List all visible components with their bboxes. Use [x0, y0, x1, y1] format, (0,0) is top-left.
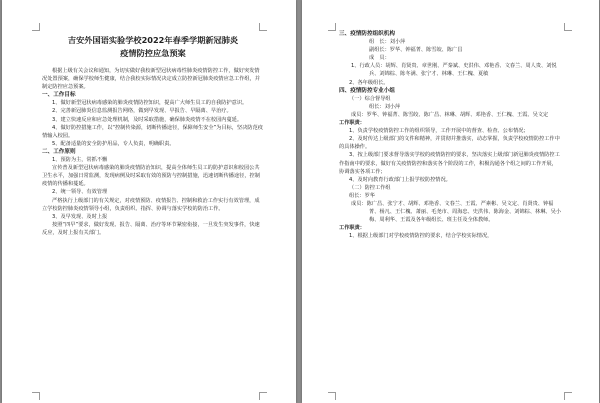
- subsection-heading: 1、预防为主，常抓不懈: [52, 157, 108, 164]
- duty-heading: 工作职责：: [339, 120, 365, 127]
- duty-item: 2、及时传达上级部门的文件和精神，并贯彻并推落实，动态掌握，负责学校疫情防控工作中的具体操作。: [339, 136, 560, 151]
- paragraph: 严格执行上级部门的有关规定，对疫情预防、疫情报告、控制和救治工作实行有效管理，成立学校防控肺炎疫情领导小组，负责组织、指挥、协调与落实学校的防治工作。: [42, 197, 260, 212]
- org-deputy: 副组长：罗华、钟福菁、陈雪皎、陈广昌: [369, 47, 463, 54]
- group-leader: 组长：刘小萍: [369, 103, 401, 110]
- page-content: [42, 30, 264, 237]
- document-page-right: [302, 0, 599, 403]
- list-item: 4、做好防控措施工作，以“控制传染源，切断传播途径，保障师生安全”为目标，坚决防范疫情输入校园。: [42, 124, 263, 139]
- duty-item: 1、负责学校疫情防控工作的组织领导，工作开展中的督查、检查、公布情况；: [349, 128, 529, 135]
- page-corner-mark: [32, 23, 40, 31]
- page-content: [339, 30, 561, 240]
- page-corner-mark: [259, 392, 267, 400]
- document-page-left: [2, 0, 296, 403]
- group-members: 成员：陈广昌、张宁才、胡辉、邓艳香、文春兰、王霞、严素彬、吴文定、肖贤贵、钟福菁、杨凡、王仁槐、萧丽、毛尧市、周海忠、史洪伟、陈海金、刘锦棕、林琳、吴小梅、周利华、王霞及各年级组长、班主任及全体教师。: [351, 200, 561, 224]
- page-corner-mark: [564, 23, 572, 31]
- intro-paragraph: 根据上级有关会议和通知，为切实做好我校新型冠状病毒性肺炎疫情防控工作，做好突发情况处置预案，确保学校师生健康，结合我校实际情况决定成立防控新冠肺炎疫情应急工作组，并制定防控应急预案。: [42, 68, 260, 91]
- duty-item: 3、按上级部门要求督导落实学校的疫情防控的要求，坚决落实上级部门新冠肺炎疫情防控工作指南中的要求，做好有关疫情防控和落实各个阶段的工作，积极沟通各个组之间的工作开展，协调落实各项工作；: [339, 152, 560, 175]
- subsection-heading: 3、及早发现、及时上报: [52, 213, 108, 220]
- subsection-heading: 2、统一领导、有效管理: [52, 189, 108, 196]
- document-title: 吉安外国语实验学校2022年春季学期新冠肺炎: [67, 35, 239, 45]
- list-item: 3、建立快速反应和应急处理机制，及时采取措施，确保肺炎疫情不在校园内蔓延。: [52, 116, 243, 123]
- paragraph: 宣传普及新型冠状病毒感染的肺炎疫情防治知识，提高全体师生员工的防护意识和校园公共卫生水平，加强日常监测，发现病例及时采取有效的预防与控制措施，迅速切断传播途径，控制疫情的传播和蔓延。: [42, 165, 260, 188]
- duty-item: 4、及时向教育行政部门上报学校防控情况。: [349, 176, 451, 183]
- section-heading: 三、疫情防控组织机构: [339, 31, 395, 37]
- section-heading: 四、疫情防控专业小组: [339, 87, 395, 94]
- page-corner-mark: [328, 392, 336, 400]
- org-members-admin: 1、行政人员：胡辉、肖贤贵、章世刚、严秦斌、史洪伟、邓艳香、文春兰、周人贵、刘悦兵、刘锦棕、陈冬满、张宁才、林琳、王仁槐、夏敏: [351, 63, 557, 78]
- list-item: 2、完善新冠肺炎信息监测报告网络，做到早发现、早报告、早隔离、早治疗。: [52, 108, 232, 115]
- duty-heading: 工作职责：: [339, 225, 365, 232]
- org-leader: 组 长：刘小萍: [369, 39, 406, 46]
- group-heading: （一）综合督导组: [349, 95, 391, 102]
- section-heading: 二、工作原则: [42, 148, 76, 155]
- org-members-grade: 2、各年级组长。: [349, 79, 389, 86]
- list-item: 5、配备适量的安全防护用品，专人负责，明确职责。: [52, 140, 175, 147]
- group-heading: （二）防控工作组: [349, 184, 391, 191]
- page-corner-mark: [564, 392, 572, 400]
- page-corner-mark: [328, 23, 336, 31]
- group-members: 成员：罗华、钟福菁、陈雪皎、陈广昌、林琳、胡辉、邓艳香、王仁槐、王霞、吴文定: [351, 111, 549, 118]
- org-members-label: 成 员：: [369, 55, 390, 62]
- page-corner-mark: [32, 392, 40, 400]
- document-subtitle: 疫情防控应急预案: [120, 47, 186, 58]
- duty-item: 1、根据上级部门对学校疫情防控的要求，结合学校实际情况，: [349, 233, 493, 240]
- group-leader: 组长：罗华: [349, 192, 375, 199]
- section-heading: 一、工作目标: [42, 92, 76, 99]
- paragraph: 按照“四早”要求，做好发现、报告、隔离、治疗等环节紧密衔接，一旦发生突发事件，快速反应，及时上报有关部门。: [42, 221, 260, 236]
- list-item: 1、做好新型冠状病毒感染的肺炎疫情防控知识，提高广大师生员工的自我防护意识。: [52, 100, 248, 107]
